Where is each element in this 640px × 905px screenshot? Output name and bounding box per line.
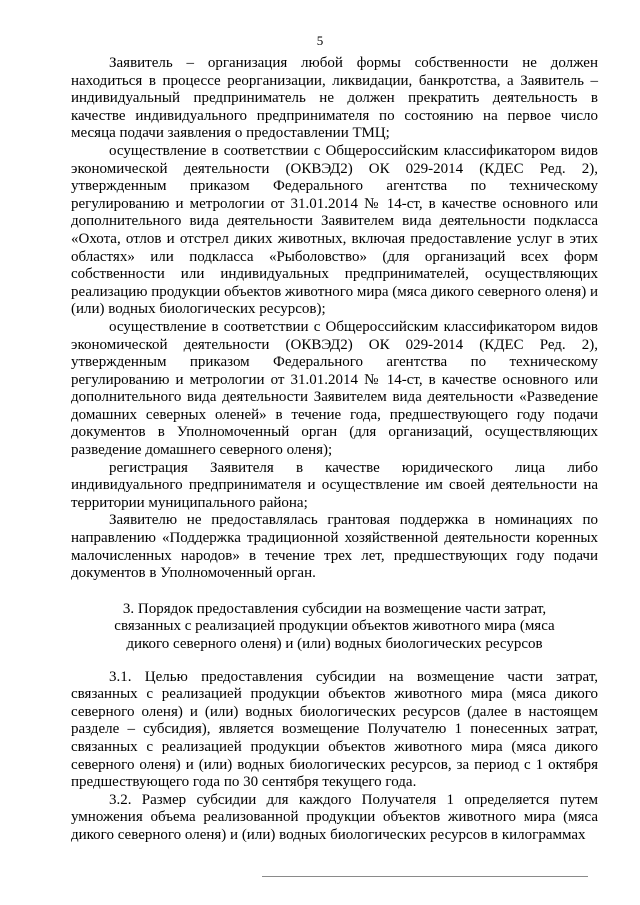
paragraph-applicant-status: Заявитель – организация любой формы собственности не должен находиться в процессе реорганизации, ликвидации, банкротства, а Заявитель – индивидуальный предприниматель не должен прекратить деятельность в качестве индивидуального предпринимателя по состоянию на первое число месяца подачи заявления о предоставлении ТМЦ;	[71, 55, 598, 142]
section-heading: 3. Порядок предоставления субсидии на возмещение части затрат, связанных с реализацией продукции объектов животного мира (мяса дикого северного оленя) и (или) водных биологических ресурсов	[114, 600, 555, 652]
paragraph-3-2: 3.2. Размер субсидии для каждого Получателя 1 определяется путем умножения объема реализованной продукции объектов животного мира (мяса дикого северного оленя) и (или) водных биологических ресурсов в килограммах	[71, 791, 598, 843]
spacer	[71, 583, 598, 601]
paragraph-registration: регистрация Заявителя в качестве юридического лица либо индивидуального предпринимателя и осуществление им своей деятельности на территории муниципального района;	[71, 459, 598, 511]
footer-rule	[262, 876, 588, 877]
spacer	[71, 654, 598, 669]
paragraph-no-grant-support: Заявителю не предоставлялась грантовая поддержка в номинациях по направлению «Поддержка традиционной хозяйственной деятельности коренных малочисленных народов» в течение трех лет, предшествующих году подачи документов в Уполномоченный орган.	[71, 512, 598, 582]
paragraph-3-1: 3.1. Целью предоставления субсидии на возмещение части затрат, связанных с реализацией продукции объектов животного мира (мяса дикого северного оленя) и (или) водных биологических ресурсов (далее в настоящем разделе – субсидия), является возмещение Получателю 1 понесенных затрат, связанных с реализацией продукции объектов животного мира (мяса дикого северного оленя) и (или) водных биологических ресурсов, за период с 1 октября предшествующего года по 30 сентября текущего года.	[71, 668, 598, 791]
paragraph-okved-reindeer-breeding: осуществление в соответствии с Общероссийским классификатором видов экономической деятельности (ОКВЭД2) ОК 029-2014 (КДЕС Ред. 2), утвержденным приказом Федерального агентства по техническому регулированию и метрологии от 31.01.2014 № 14-ст, в качестве основного или дополнительного вида деятельности Заявителем вида деятельности «Разведение домашних северных оленей» в течение года, предшествующего году подачи документов в Уполномоченный орган (для организаций, осуществляющих разведение домашнего северного оленя);	[71, 318, 598, 459]
paragraph-okved-hunting-fishing: осуществление в соответствии с Общероссийским классификатором видов экономической деятельности (ОКВЭД2) ОК 029-2014 (КДЕС Ред. 2), утвержденным приказом Федерального агентства по техническому регулированию и метрологии от 31.01.2014 № 14-ст, в качестве основного или дополнительного вида деятельности Заявителем вида деятельности подкласса «Охота, отлов и отстрел диких животных, включая предоставление услуг в этих областях» или подкласса «Рыболовство» (для организаций всех форм собственности или индивидуальных предпринимателей, осуществляющих реализацию продукции объектов животного мира (мяса дикого северного оленя) и (или) водных биологических ресурсов);	[71, 142, 598, 318]
page-number: 5	[316, 33, 324, 48]
document-body	[71, 55, 598, 845]
